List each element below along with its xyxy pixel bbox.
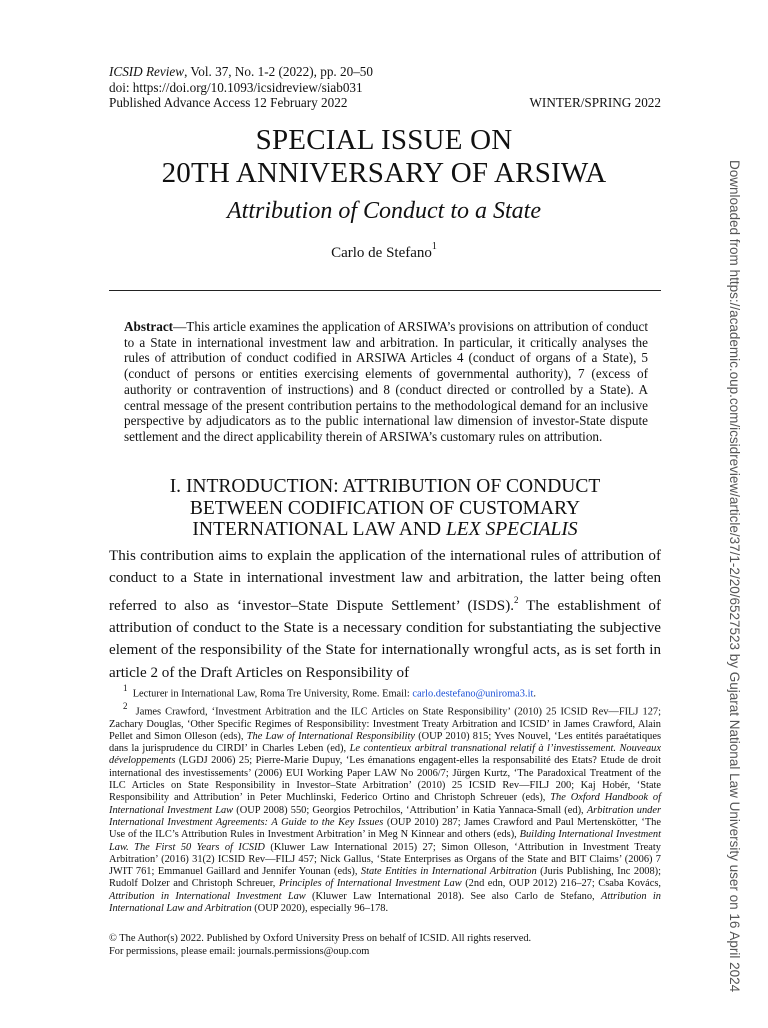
- section-heading-line-1: [109, 476, 661, 498]
- fn2-text: (OUP 2010) 815; Yves Nouvel, ‘Les entités paraétatiques dans la jurisprudence du CIRDI’ in Charles Leben (ed),: [109, 730, 661, 755]
- fn2-text: (LGDJ 2006) 25; Pierre-Marie Dupuy, ‘Les émanations engagent-elles la responsabilité des Etats? Etude de droit international des investissements’ (2006) EUI Working Paper LAW No 2006/7; Jürgen Kurtz, ‘The Paradoxical Treatment of the ILC Articles on State Responsibility in Investor–State Arbitration’ (2010) 25 ICSID Rev—FILJ 200; Kaj Hobér, ‘State Responsibility and Attribution’ in Peter Muchlinski, Federico Ortino and Christoph Schreuer (eds),: [109, 755, 661, 804]
- abstract-label: Abstract: [124, 319, 174, 334]
- title-line-1: SPECIAL ISSUE ON: [255, 124, 513, 156]
- author-footnote-mark: 1: [431, 241, 437, 252]
- copyright-notice: [109, 933, 661, 958]
- footnote-2-mark: 2: [123, 700, 128, 711]
- fn2-title: The Law of International Responsibility: [246, 730, 415, 742]
- fn2-text: (OUP 2010) 287; James Crawford and Paul Mertenskötter, ‘The Use of the ILC’s Attribution Rules in Investment Arbitration’ in Meg N Kinnear and others (eds),: [109, 816, 661, 841]
- section-title-3b: LEX SPECIALIS: [445, 519, 578, 540]
- issue-season: WINTER/SPRING 2022: [529, 95, 661, 110]
- paragraph-2: The establishment of attribution of conduct to the State is a necessary condition for substantiating the subjective element of the responsibility of the State for internationally wrongful acts, as is set forth in article 2 of the Draft Articles on Responsibility of: [109, 597, 661, 681]
- section-title-3a: INTERNATIONAL LAW AND: [192, 519, 446, 540]
- fn2-text: (Kluwer Law International 2015) 27; Simon Olleson, ‘Attribution in Investment Treaty Arbitration’ (2016) 31(2) ICSID Rev—FILJ 457; Nick Gallus, ‘State Enterprises as Organs of the State and BIT Claims’ (2006) 7 JWIT 761; Emmanuel Gaillard and Jennifer Younan (eds),: [109, 841, 661, 878]
- footnotes: [109, 683, 661, 915]
- published-row: [109, 95, 661, 111]
- fn2-text: James Crawford, ‘Investment Arbitration and the ILC Articles on State Responsibility’ (2010) 25 ICSID Rev—FILJ 127; Zachary Douglas, ‘Other Specific Regimes of Responsibility: Investment Treaty Arbitration and ICSID’ in James Crawford, Alain Pellet and Simon Olleson (eds),: [109, 706, 661, 742]
- abstract: [124, 319, 648, 445]
- copyright-line-1: © The Author(s) 2022. Published by Oxford University Press on behalf of ICSID. All rights reserved.: [109, 933, 532, 944]
- abstract-text: —This article examines the application of ARSIWA’s provisions on attribution of conduct to a State in international investment law and arbitration. In particular, it critically analyses the rules of attribution of conduct codified in ARSIWA Articles 4 (conduct of organs of a State), 5 (conduct of persons or entities exercising elements of governmental authority), 7 (excess of authority or contravention of instructions) and 8 (conduct directed or controlled by a State). A central message of the present contribution pertains to the methodological demand for an inclusive perspective by adjudicators as to the public international law dimension of investor-State dispute settlement and the direct applicability therein of ARSIWA’s customary rules on attribution.: [124, 319, 648, 444]
- doi: doi: https://doi.org/10.1093/icsidreview/siab031: [109, 79, 363, 95]
- footnote-ref-2: 2: [514, 594, 519, 605]
- footnote-1: [109, 683, 661, 701]
- citation: , Vol. 37, No. 1-2 (2022), pp. 20–50: [184, 64, 373, 79]
- section-title-1: INTRODUCTION: ATTRIBUTION OF CONDUCT: [185, 476, 601, 497]
- footnote-2: [109, 701, 661, 916]
- fn2-text: (Juris Publishing, Inc 2008); Rudolf Dolzer and Christoph Schreuer,: [109, 866, 661, 890]
- fn2-title: Principles of International Investment Law: [278, 878, 462, 890]
- footnote-1-end: .: [533, 688, 536, 700]
- footnote-1-mark: 1: [123, 683, 128, 693]
- section-number: I.: [169, 476, 182, 497]
- author-name: Carlo de Stefano: [331, 245, 432, 261]
- footnote-1-text: Lecturer in International Law, Roma Tre University, Rome. Email:: [132, 688, 413, 700]
- author-email-link[interactable]: carlo.destefano@uniroma3.it: [412, 688, 534, 700]
- fn2-text: (Kluwer Law International 2018). See also Carlo de Stefano,: [305, 890, 601, 902]
- section-heading-line-2: BETWEEN CODIFICATION OF CUSTOMARY: [189, 497, 581, 519]
- journal-citation: [109, 64, 661, 80]
- section-heading: [109, 476, 661, 541]
- author-line: [0, 243, 768, 262]
- fn2-title: State Entities in International Arbitration: [360, 866, 537, 878]
- published-date: Published Advance Access 12 February 2022: [109, 95, 348, 110]
- fn2-title: Arbitration under International Investment Agreements: A Guide to the Key Issues: [109, 804, 661, 828]
- title-line-2: 20TH ANNIVERSARY OF ARSIWA: [161, 157, 607, 189]
- fn2-text: (OUP 2020), especially 96–178.: [251, 902, 389, 914]
- fn2-title: Building International Investment Law. The First 50 Years of ICSID: [109, 829, 661, 853]
- title-divider: [109, 290, 661, 291]
- section-heading-line-3: [109, 519, 661, 541]
- body-text: [109, 545, 661, 684]
- journal-name: ICSID Review: [109, 64, 185, 79]
- fn2-text: (2nd edn, OUP 2012) 216–27; Csaba Kovács,: [461, 878, 661, 890]
- fn2-text: (OUP 2008) 550; Georgios Petrochilos, ‘Attribution’ in Katia Yannaca-Small (ed),: [233, 804, 587, 816]
- running-header: [109, 64, 661, 111]
- fn2-title: Attribution in International Investment Law: [109, 890, 306, 902]
- fn2-title: The Oxford Handbook of International Investment Law: [109, 792, 661, 816]
- fn2-title: Attribution in International Law and Arbitration: [109, 890, 661, 914]
- fn2-title: Le contentieux arbitral transnational relatif à l’investissement. Nouveaux développements: [109, 743, 661, 767]
- copyright-line-2: For permissions, please email: journals.permissions@oup.com: [109, 945, 370, 957]
- download-watermark: Downloaded from https://academic.oup.com/icsidreview/article/37/1-2/20/6527523 by Gujarat National Law University user on 16 April 2024: [727, 160, 742, 993]
- article-subtitle: Attribution of Conduct to a State: [227, 198, 541, 224]
- paragraph-1: This contribution aims to explain the application of the international rules of attribution of conduct to a State in international investment law and arbitration, the latter being often referred to also as ‘investor–State Dispute Settlement’ (ISDS).: [109, 548, 661, 614]
